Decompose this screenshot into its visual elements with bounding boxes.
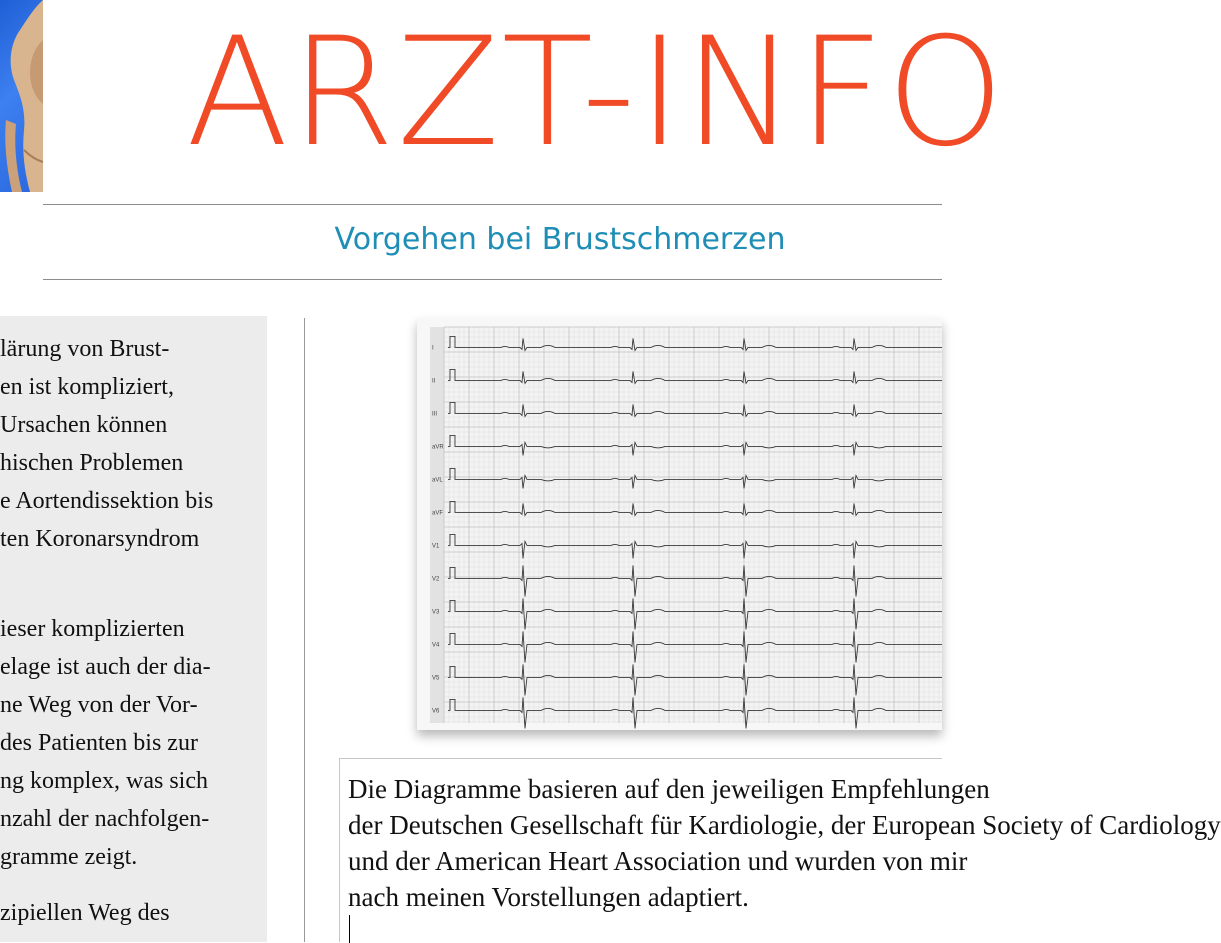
caption-line: der Deutschen Gesellschaft für Kardiologie, der European Society of Cardiology — [348, 810, 1221, 840]
sidebar-text-line: elage ist auch der dia- — [0, 654, 211, 680]
caption-line: Die Diagramme basieren auf den jeweiligen Empfehlungen — [348, 774, 990, 804]
text-cursor — [349, 915, 350, 943]
sidebar-text-line: ten Koronarsyndrom — [0, 526, 200, 552]
sidebar-text-line: lärung von Brust- — [0, 336, 170, 362]
ecg-lead-label: II — [432, 378, 436, 385]
ecg-lead-label: V1 — [432, 543, 440, 550]
caption-text[interactable] — [348, 771, 1221, 943]
sidebar-text-line: gramme zeigt. — [0, 844, 138, 870]
brand-title: ARZT-INFO — [186, 6, 1007, 180]
ecg-lead-label: aVF — [432, 510, 444, 517]
sidebar-text-line: hischen Problemen — [0, 450, 184, 476]
caption-box[interactable] — [339, 758, 1221, 942]
intro-sidebar — [0, 316, 267, 942]
sidebar-text-line: ieser komplizierten — [0, 616, 185, 642]
ecg-lead-label: I — [432, 345, 434, 352]
sidebar-text-line: Ursachen können — [0, 412, 168, 438]
ecg-lead-label: V6 — [432, 708, 440, 715]
sidebar-text-line: zipiellen Weg des — [0, 900, 170, 926]
ecg-lead-label: V4 — [432, 642, 440, 649]
caption-line: und der American Heart Association und wurden von mir — [348, 846, 968, 876]
intro-text — [0, 330, 267, 932]
ecg-background — [430, 327, 942, 723]
sidebar-text-line: e Aortendissektion bis — [0, 488, 214, 514]
section-heading: Vorgehen bei Brustschmerzen — [334, 222, 786, 257]
ecg-chart — [430, 327, 942, 723]
sidebar-text-line: en ist kompliziert, — [0, 374, 174, 400]
header-photo — [0, 0, 43, 192]
column-divider — [304, 318, 305, 942]
ecg-lead-label: aVR — [432, 444, 444, 451]
ecg-figure — [417, 318, 942, 730]
paragraph-gap — [0, 876, 267, 894]
paragraph-gap — [0, 558, 267, 610]
sidebar-text-line: ng komplex, was sich — [0, 768, 208, 794]
header-divider — [43, 204, 942, 205]
ecg-lead-label: V3 — [432, 609, 440, 616]
ecg-lead-label: III — [432, 411, 438, 418]
sidebar-text-line: nzahl der nachfolgen- — [0, 806, 210, 832]
sidebar-text-line: ne Weg von der Vor- — [0, 692, 198, 718]
heading-divider — [43, 279, 942, 280]
ecg-lead-label: V5 — [432, 675, 440, 682]
ecg-lead-label: aVL — [432, 477, 443, 484]
caption-line: nach meinen Vorstellungen adaptiert. — [348, 879, 1148, 943]
ecg-label-strip — [430, 327, 444, 723]
sidebar-text-line: des Patienten bis zur — [0, 730, 198, 756]
anatomy-illustration — [0, 0, 43, 192]
ecg-lead-label: V2 — [432, 576, 440, 583]
